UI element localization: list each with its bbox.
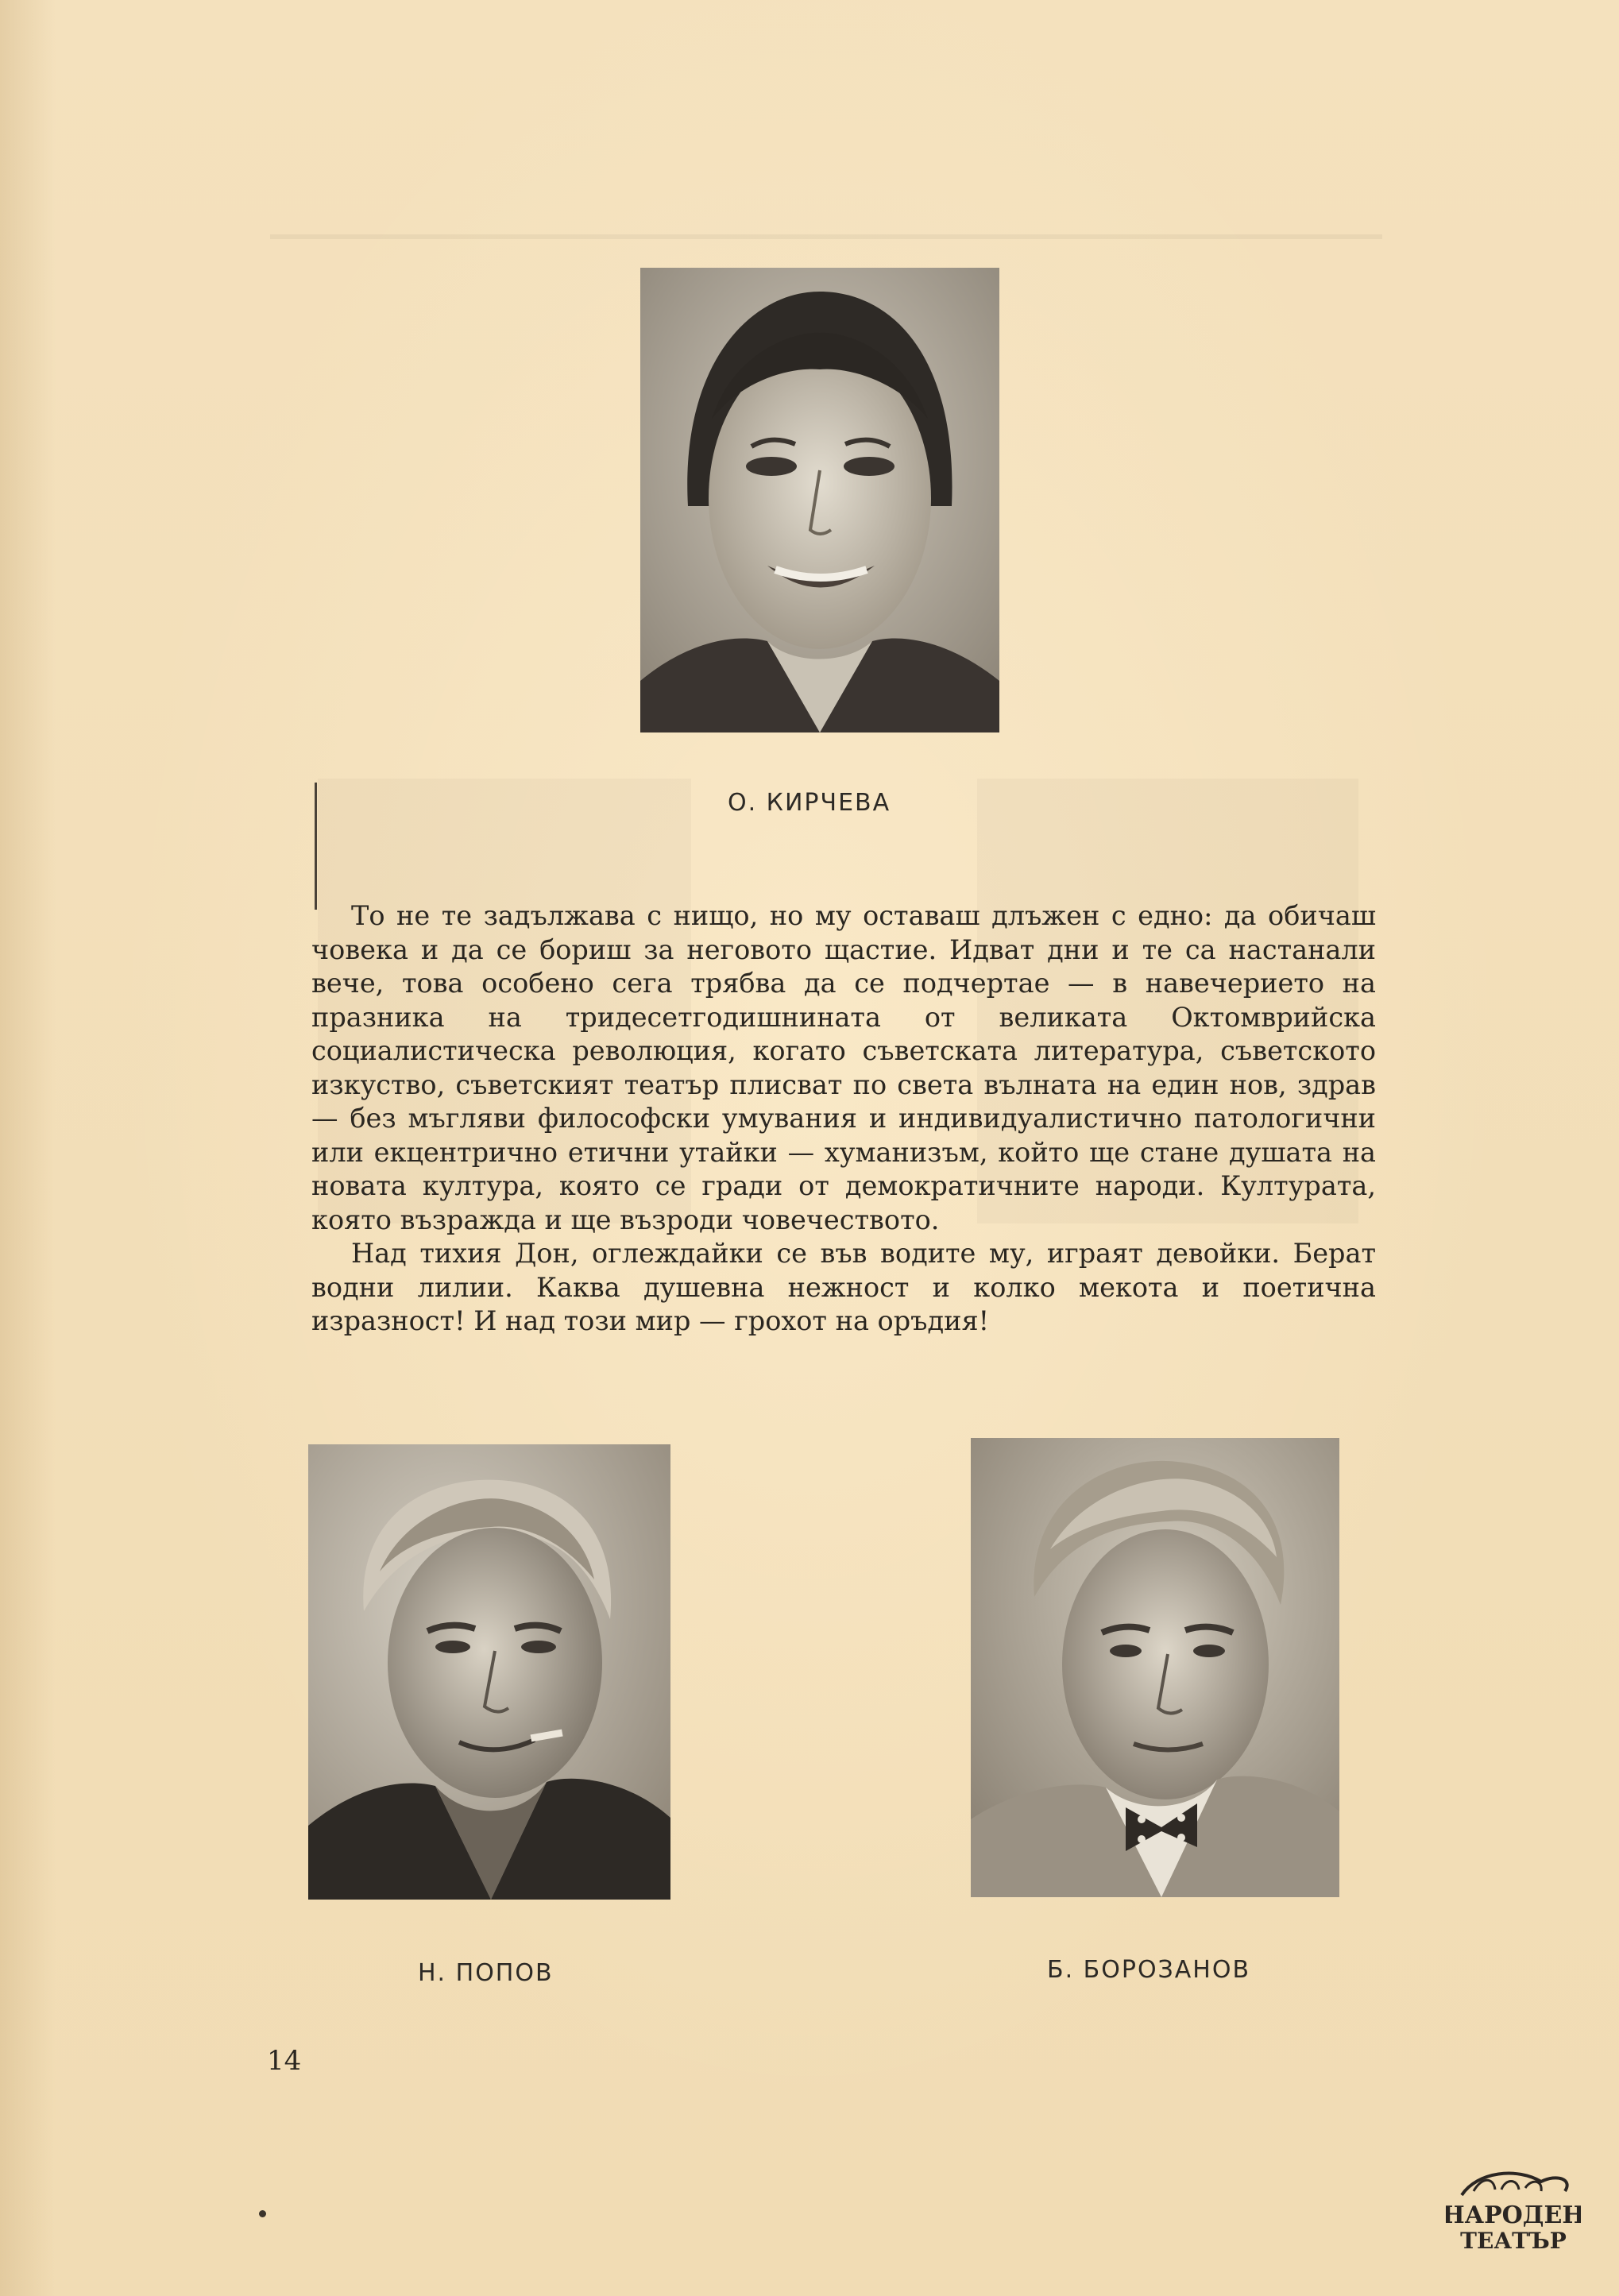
article-body [311,899,1376,1339]
portrait-woman-icon [640,268,999,732]
svg-text:НАРОДЕН: НАРОДЕН [1446,2201,1581,2229]
caption-popov: Н. ПОПОВ [418,1959,554,1987]
portrait-man-icon [308,1444,670,1900]
svg-text:ТЕАТЪР: ТЕАТЪР [1460,2228,1567,2254]
page-number: 14 [267,2045,302,2077]
article-paragraph-2: Над тихия Дон, оглеждайки се във водите му, играят девойки. Берат водни лилии. Каква душевна нежност и колко мекота и поетична изразност! И над този мир — грохот на оръдия! [311,1238,1376,1336]
portrait-popov [308,1444,670,1900]
caption-borozanov: Б. БОРОЗАНОВ [1047,1956,1251,1984]
article-paragraph-1: То не те задължава с нищо, но му оставаш длъжен с едно: да обичаш човека и да се бориш за неговото щастие. Идват дни и те са настанали вече, това особено сега трябва да се подчертае — в навечерието на празника на тридесетгодишнината от великата Октомврийска социалистическа революция, когато съветската литература, съветското изкуство, съветският театър плисват по света вълната на един нов, здрав — без мъгляви философски умувания и индивидуалистично патологични или екцентрично етични утайки — хуманизъм, който ще стане душата на новата култура, която се гради от демократичните народи. Културата, която възражда и ще възроди човечеството. [311,900,1376,1235]
national-theatre-stamp-icon [1446,2167,1581,2255]
bleed-through-rule [270,234,1382,239]
portrait-man-bowtie-icon [971,1438,1339,1897]
portrait-kircheva [640,268,999,732]
ink-dot [259,2210,266,2217]
portrait-borozanov [971,1438,1339,1897]
margin-rule [315,783,317,910]
caption-kircheva: О. КИРЧЕВА [728,789,891,817]
